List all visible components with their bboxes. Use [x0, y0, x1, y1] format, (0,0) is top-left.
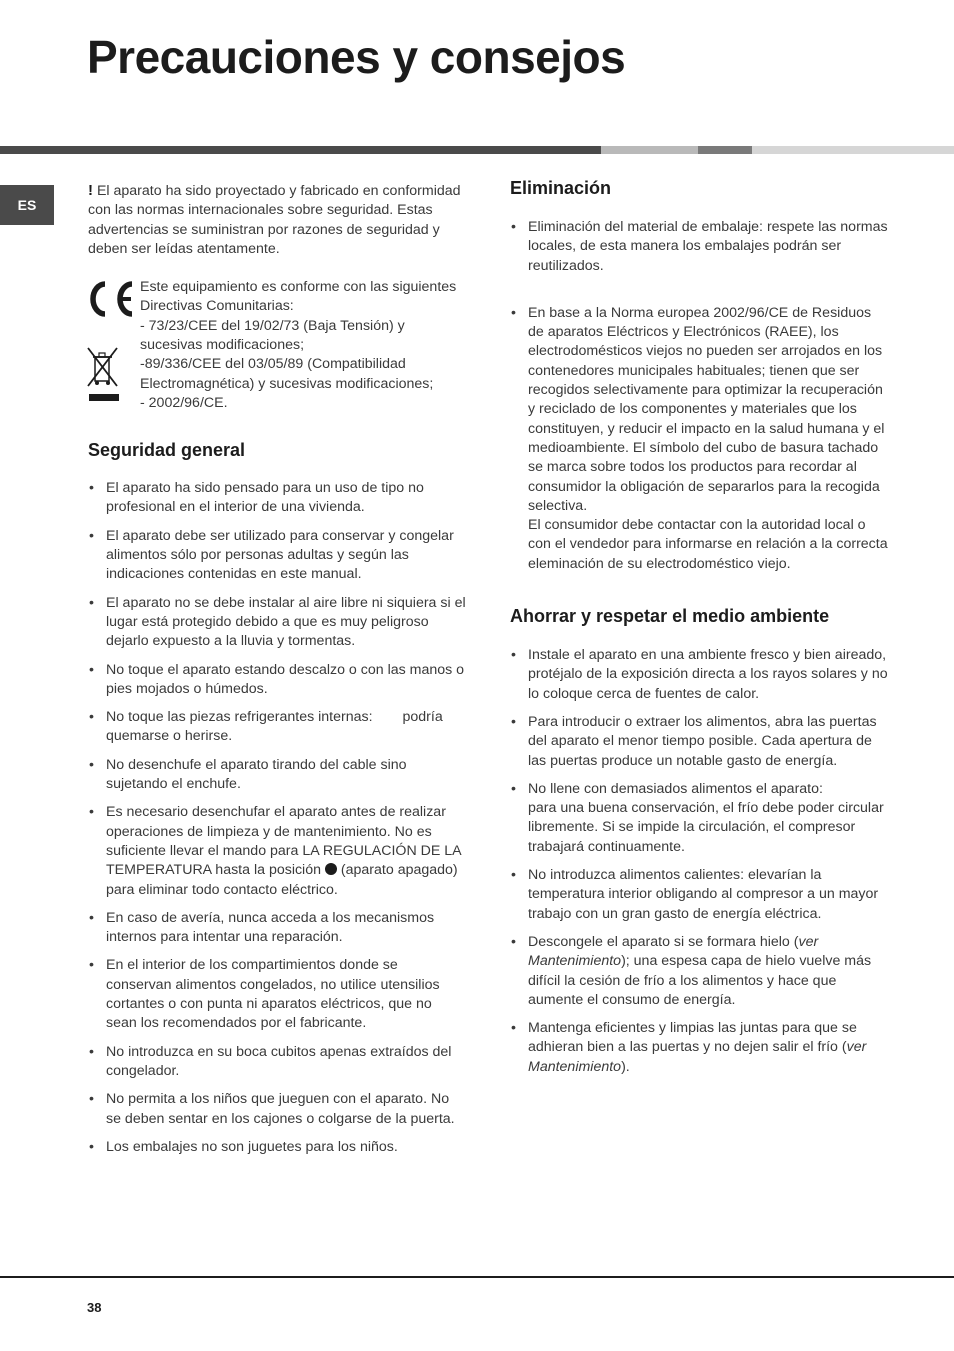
list-item: • En el interior de los compartimientos donde se conservan alimentos congelados, no utilice utensilios cortantes o con punta ni aparatos eléctricos, que no sean los recomendados por el fabricante. [88, 956, 466, 1033]
list-item [88, 708, 466, 747]
list-item: • El aparato debe ser utilizado para conservar y congelar alimentos sólo por personas adultas y según las indicaciones contenidas en este manual. [88, 527, 466, 585]
list-item-text: ). [621, 1058, 630, 1075]
list-item [510, 933, 890, 1010]
right-column [510, 178, 890, 1086]
list-item-text: Descongele el aparato si se formara hielo ( [528, 933, 799, 950]
list-item: • Instale el aparato en una ambiente fresco y bien aireado, protéjalo de la exposición directa a los rayos solares y no lo coloque cerca de fuentes de calor. [510, 646, 890, 704]
list-item: • No toque el aparato estando descalzo o con las manos o pies mojados o húmedos. [88, 661, 466, 700]
header-band-pale [752, 146, 954, 154]
page-number: 38 [87, 1300, 102, 1315]
cross-reference: ver Mantenimiento [528, 933, 819, 970]
list-item [88, 803, 466, 899]
header-band-light [601, 146, 698, 154]
list-item-text: ); una espesa capa de hielo vuelve más difícil la cesión de frío a los alimentos y hace que aumente el consumo de energía. [528, 953, 872, 1008]
warning-mark: ! [88, 182, 93, 199]
list-item: • No introduzca alimentos calientes: elevarían la temperatura interior obligando al compresor a un mayor trabajo con un gran gasto de energía eléctrica. [510, 866, 890, 924]
list-item: • En caso de avería, nunca acceda a los mecanismos internos para intentar una reparación. [88, 909, 466, 948]
list-item [510, 304, 890, 574]
ce-line: Este equipamiento es conforme con las siguientes Directivas Comunitarias: [140, 279, 457, 315]
list-item-text: En base a la Norma europea 2002/96/CE de Residuos de aparatos Eléctricos y Electrónicos (RAEE), los electrodomésticos viejos no pueden ser arrojados en los contenedores municipales habituales; tienen que ser recogidos selectivamente para optimizar la recuperación y reciclado de los componentes y materiales que los constituyen, y reducir el impacto en la salud humana y el medioambiente. El símbolo del cubo de basura tachado se marca sobre todos los productos para recordar al consumidor la obligación de separarlos para la recogida selectiva. [528, 304, 885, 514]
language-tab: ES [0, 185, 54, 225]
list-item: • Eliminación del material de embalaje: respete las normas locales, de esta manera los embalajes podrán ser reutilizados. [510, 218, 890, 276]
list-item-text: No toque las piezas refrigerantes internas: [106, 709, 373, 726]
list-item: • Los embalajes no son juguetes para los niños. [88, 1138, 466, 1157]
list-item [510, 1019, 890, 1077]
cross-reference: ver Mantenimiento [528, 1039, 867, 1075]
intro-paragraph [88, 181, 466, 259]
intro-text: El aparato ha sido proyectado y fabricado en conformidad con las normas internacionales sobre seguridad. Estas advertencias se suministran por razones de seguridad y deben ser leídas atentamente. [88, 183, 461, 257]
list-item-text: No llene con demasiados alimentos el aparato: [528, 780, 823, 797]
ce-mark-icon [93, 284, 132, 381]
footer-rule [0, 1276, 954, 1278]
ce-line: -89/336/CEE del 03/05/89 (Compatibilidad Electromagnética) y sucesivas modificaciones; [140, 356, 434, 392]
left-column [88, 181, 466, 1166]
list-item: • No desenchufe el aparato tirando del cable sino sujetando el enchufe. [88, 756, 466, 795]
page-title: Precauciones y consejos [87, 31, 626, 83]
seguridad-heading: Seguridad general [88, 440, 246, 461]
list-item-text: Es necesario desenchufar el aparato antes de realizar operaciones de limpieza y de mantenimiento. No es suficiente llevar el mando para LA REGULACIÓN DE LA TEMPERATURA hasta la posición [106, 804, 461, 879]
ahorrar-heading: Ahorrar y respetar el medio ambiente [510, 606, 830, 627]
list-item-text: (aparato apagado) para eliminar todo contacto eléctrico. [106, 862, 458, 898]
list-item: • Para introducir o extraer los alimentos, abra las puertas del aparato el menor tiempo posible. Cada apertura de las puertas produce un notable gasto de energía. [510, 713, 890, 771]
seguridad-list [88, 479, 466, 1157]
ce-directives-text [140, 278, 466, 413]
list-item: • El aparato ha sido pensado para un uso de tipo no profesional en el interior de una vivienda. [88, 479, 466, 518]
header-band-dark [0, 146, 601, 154]
list-item-text: El consumidor debe contactar con la autoridad local o con el vendedor para informarse en relación a la correcta eleminación de su electrodoméstico viejo. [528, 517, 888, 572]
list-item: • No introduzca en su boca cubitos apenas extraídos del congelador. [88, 1043, 466, 1082]
ce-line: - 73/23/CEE del 19/02/73 (Baja Tensión) y sucesivas modificaciones; [140, 317, 405, 354]
list-item-text: Mantenga eficientes y limpias las juntas para que se adhieran bien a las puertas y no dejen salir el frío ( [528, 1020, 857, 1056]
eliminacion-list [510, 218, 890, 574]
ce-compliance-block [88, 278, 466, 411]
compliance-icons [86, 278, 136, 406]
list-item-text: podría quemarse o herirse. [106, 709, 443, 745]
crossed-bin-icon [88, 348, 119, 401]
list-item-text: para una buena conservación, el frío debe poder circular libremente. Si se impide la circulación, el compresor trabajará continuamente. [528, 800, 884, 855]
list-item: • El aparato no se debe instalar al aire libre ni siquiera si el lugar está protegido debido a que es muy peligroso dejarlo expuesto a la lluvia y tormentas. [88, 594, 466, 652]
eliminacion-heading: Eliminación [510, 178, 612, 198]
ce-line: - 2002/96/CE. [140, 394, 228, 411]
header-band-mid [698, 146, 752, 154]
off-position-dot-icon [325, 863, 337, 875]
list-item [510, 780, 890, 857]
list-item: • No permita a los niños que jueguen con el aparato. No se deben sentar en los cajones o colgarse de la puerta. [88, 1090, 466, 1129]
ahorrar-list [510, 646, 890, 1077]
